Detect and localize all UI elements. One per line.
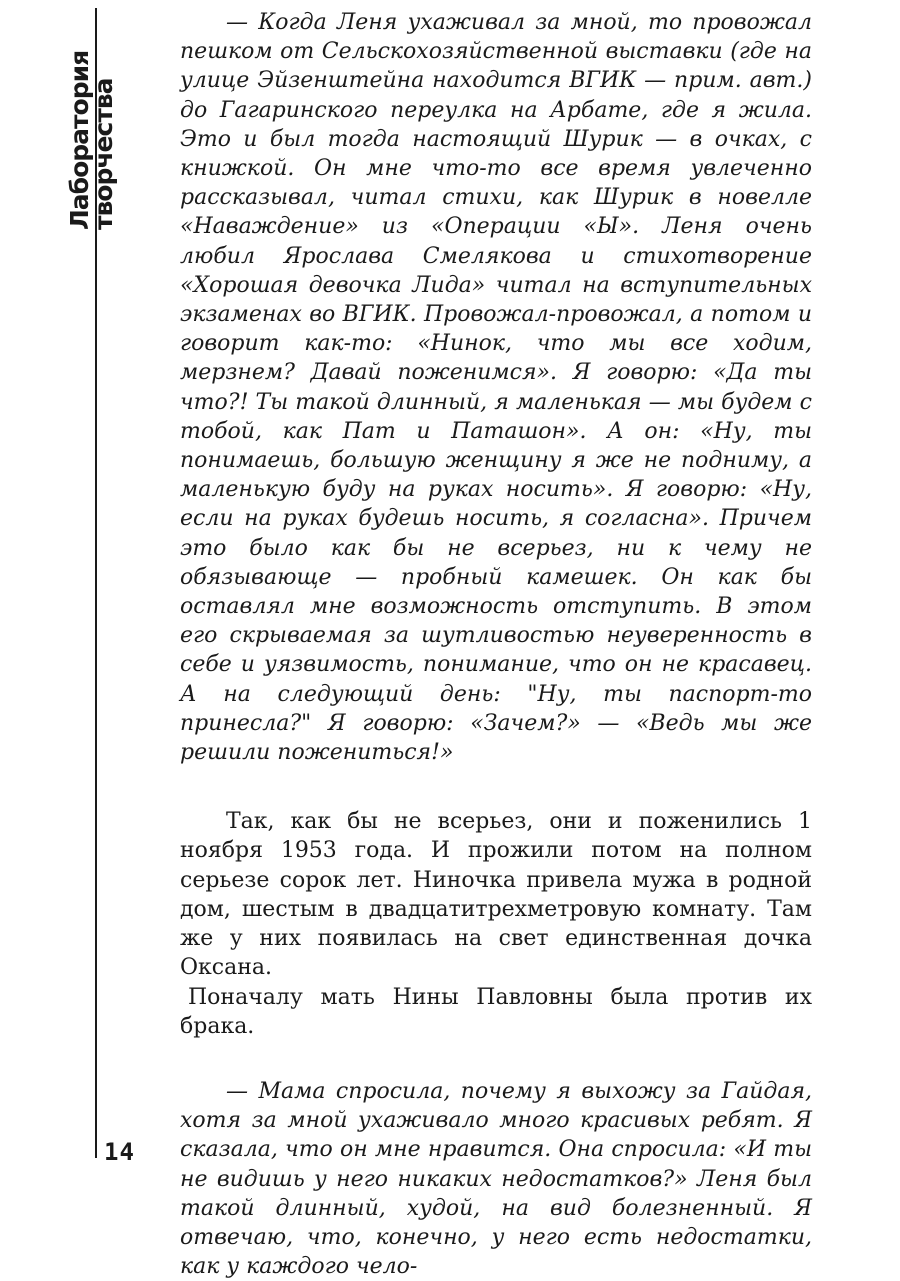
page-content bbox=[180, 8, 812, 1281]
quote-block-2 bbox=[180, 1077, 812, 1281]
section-title-vertical bbox=[65, 30, 120, 230]
body-text-block bbox=[180, 807, 812, 1041]
section-title-line2: творчества bbox=[89, 78, 118, 230]
body-paragraph-2: Поначалу мать Нины Павловны была против их брака. bbox=[180, 984, 812, 1039]
section-title-line1: Лаборатория bbox=[65, 50, 94, 230]
body-paragraph-1: Так, как бы не всерьез, они и поженились 1 ноября 1953 года. И прожили потом на полном серьезе сорок лет. Ниночка привела мужа в родной дом, шестым в двадцатитрехметровую комнату. Там же у них появилась на свет единственная дочка Оксана. bbox=[180, 809, 812, 981]
quote-paragraph-1: — Когда Леня ухаживал за мной, то провожал пешком от Сельскохозяйственной выставки (где на улице Эйзенштейна находится ВГИК — прим. авт.) до Гагаринского переулка на Арбате, где я жила. Это и был тогда настоящий Шурик — в очках, с книжкой. Он мне что-то все время увлеченно рассказывал, читал стихи, как Шурик в новелле «Наваждение» из «Операции «Ы». Леня очень любил Ярослава Смелякова и стихотворение «Хорошая девочка Лида» читал на вступительных экзаменах во ВГИК. Провожал-провожал, а потом и говорит как-то: «Нинок, что мы все ходим, мерзнем? Давай поженимся». Я говорю: «Да ты что?! Ты такой длинный, я маленькая — мы будем с тобой, как Пат и Паташон». А он: «Ну, ты понимаешь, большую женщину я же не подниму, а маленькую буду на руках носить». Я говорю: «Ну, если на руках будешь носить, я согласна». Причем это было как бы не всерьез, ни к чему не обязывающе — пробный камешек. Он как бы оставлял мне возможность отступить. В этом его скрываемая за шутливостью неуверенность в себе и уязвимость, понимание, что он не красавец. А на следующий день: "Ну, ты паспорт-то принесла?" Я говорю: «Зачем?» — «Ведь мы же решили пожениться!» bbox=[180, 10, 812, 766]
page-number: 14 bbox=[104, 1138, 135, 1166]
quote-block-1 bbox=[180, 8, 812, 767]
quote-paragraph-2: — Мама спросила, почему я выхожу за Гайдая, хотя за мной ухаживало много красивых ребят. Я сказала, что он мне нравится. Она спросила: «И ты не видишь у него никаких недостатков?» Леня был такой длинный, худой, на вид болезненный. Я отвечаю, что, конечно, у него есть недостатки, как у каждого чело- bbox=[180, 1078, 812, 1280]
